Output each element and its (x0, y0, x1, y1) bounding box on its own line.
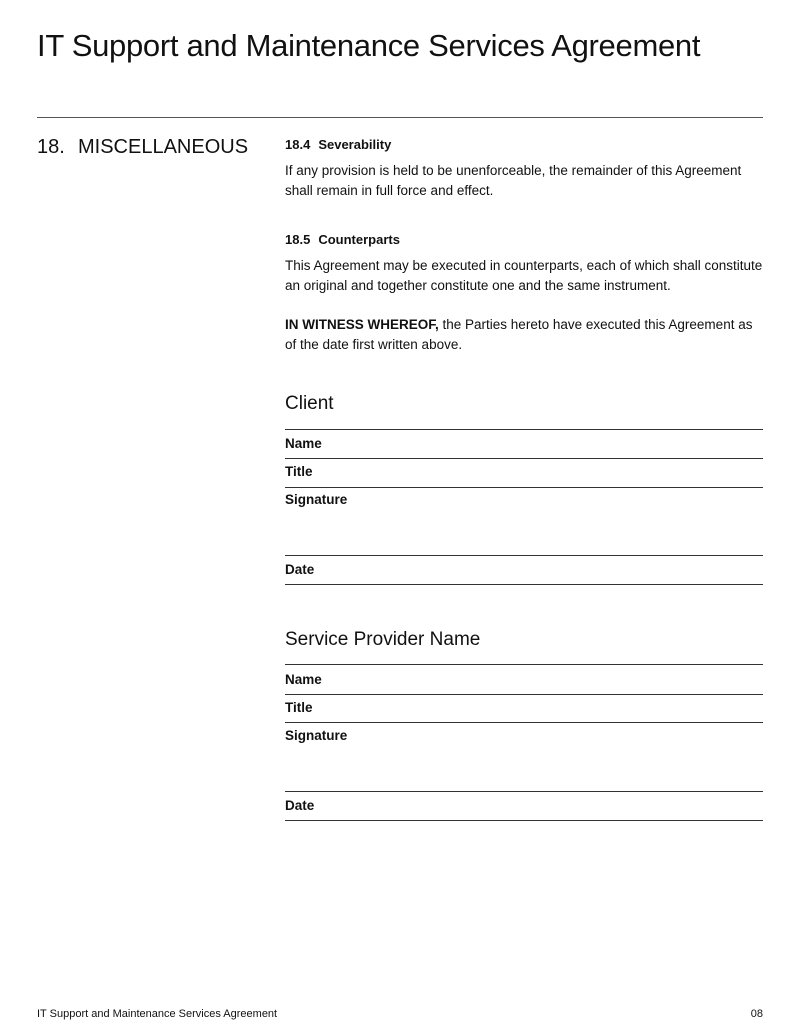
party-heading-client: Client (285, 393, 334, 414)
clause-number: 18.4 (285, 137, 311, 152)
client-title-field[interactable]: Title (285, 464, 313, 479)
client-name-field[interactable]: Name (285, 436, 322, 451)
divider (285, 722, 763, 723)
clause-heading (285, 137, 763, 152)
provider-title-field[interactable]: Title (285, 700, 313, 715)
divider (285, 429, 763, 430)
divider (285, 791, 763, 792)
document-title: IT Support and Maintenance Services Agreement (37, 28, 701, 63)
divider (285, 820, 763, 821)
provider-signature-field[interactable]: Signature (285, 728, 348, 743)
divider (285, 694, 763, 695)
footer-title: IT Support and Maintenance Services Agreement (37, 1008, 278, 1020)
witness-lead: IN WITNESS WHEREOF, (285, 317, 439, 332)
section-title: MISCELLANEOUS (78, 136, 249, 158)
divider (285, 487, 763, 488)
section-number: 18. (37, 136, 65, 158)
divider (285, 458, 763, 459)
clause-text: This Agreement may be executed in counterparts, each of which shall constitute an original and together constitute one and the same instrument. (285, 258, 763, 293)
provider-name-field[interactable]: Name (285, 672, 322, 687)
client-date-field[interactable]: Date (285, 562, 315, 577)
divider (285, 664, 763, 665)
clause-title: Severability (318, 137, 392, 152)
header-divider (37, 117, 763, 118)
divider (285, 555, 763, 556)
client-signature-field[interactable]: Signature (285, 492, 348, 507)
witness-statement (285, 315, 763, 355)
witness-text: the Parties hereto have executed this Agreement as of the date first written above. (285, 317, 753, 352)
clause-title: Counterparts (318, 232, 400, 247)
clause-number: 18.5 (285, 232, 311, 247)
provider-date-field[interactable]: Date (285, 798, 315, 813)
clause-heading (285, 232, 763, 247)
party-heading-provider: Service Provider Name (285, 629, 481, 650)
divider (285, 584, 763, 585)
page-number: 08 (750, 1008, 763, 1020)
clause-text: If any provision is held to be unenforceable, the remainder of this Agreement shall remain in full force and effect. (285, 163, 742, 198)
